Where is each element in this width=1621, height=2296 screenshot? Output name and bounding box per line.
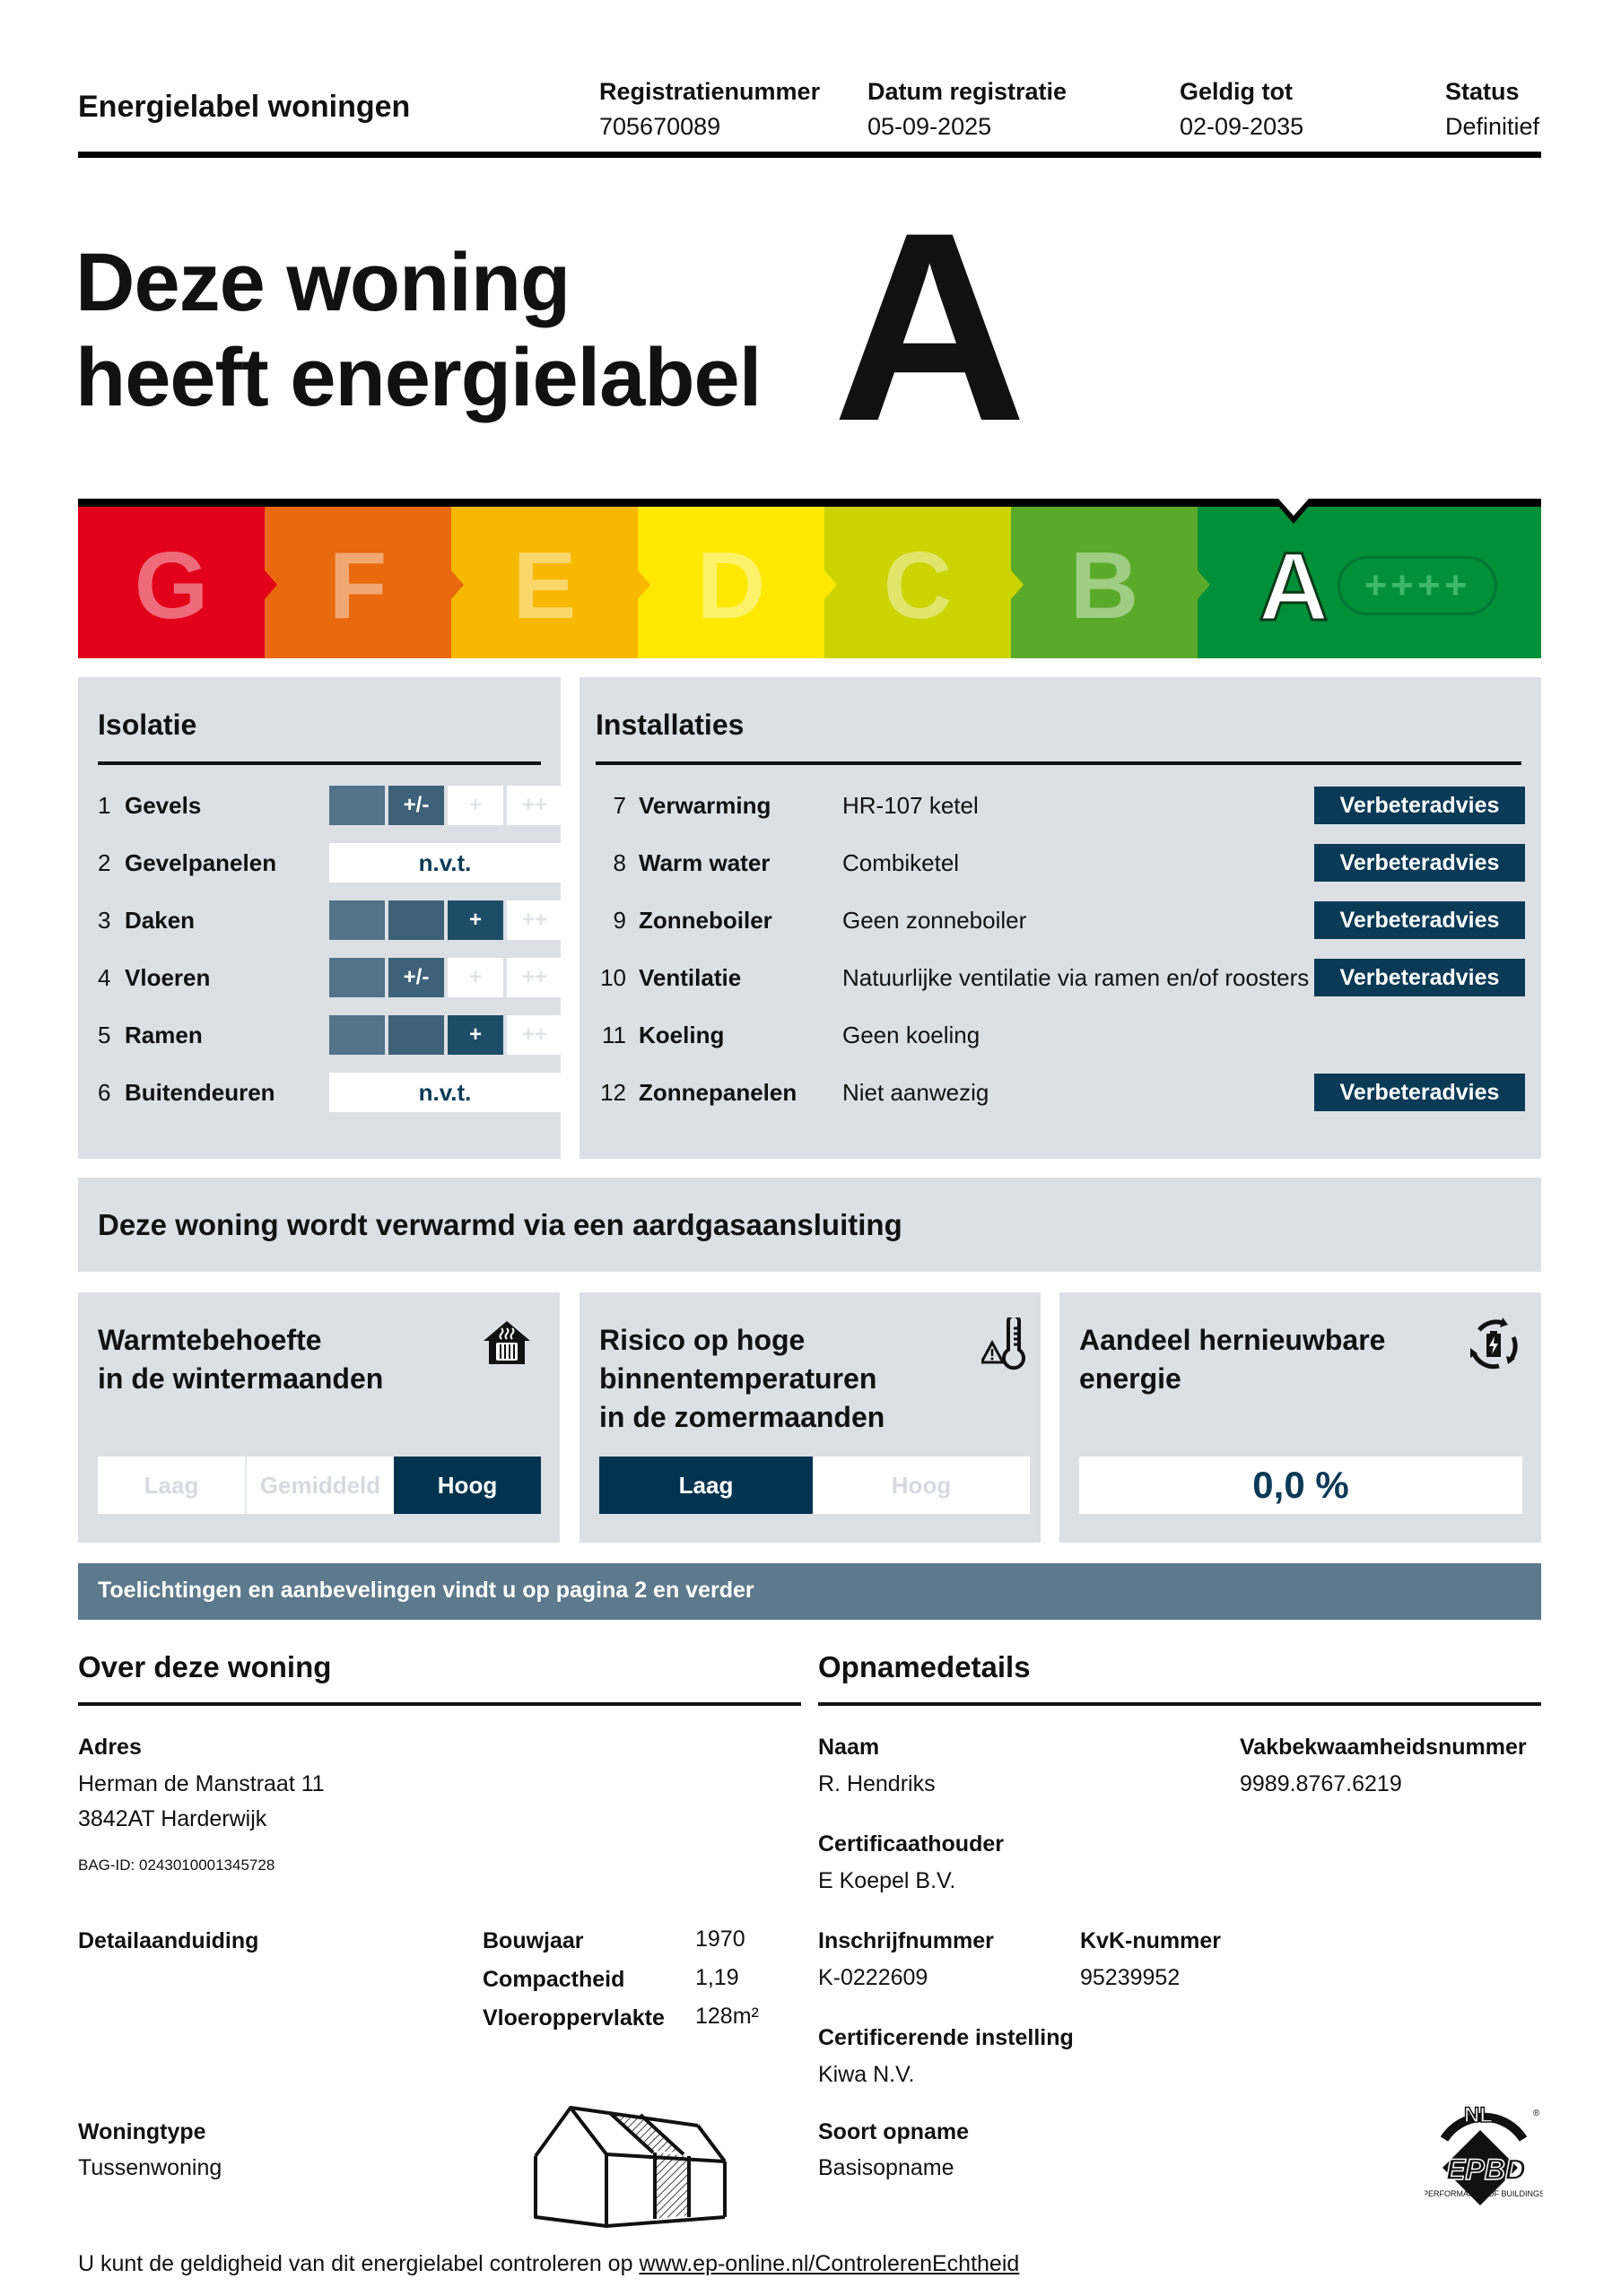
row-number: 3 [98,906,111,934]
rating-cell-3-selected: + [448,1015,503,1055]
risico-binnentemperatuur-panel [580,1292,1041,1543]
compactheid-label: Compactheid [483,1967,625,1992]
row-description: Niet aanwezig [842,1078,989,1106]
scale-option-laag-selected: Laag [599,1457,813,1514]
isolatie-row-buitendeuren [98,1073,561,1112]
valid-until-field [1180,75,1303,145]
row-description: Natuurlijke ventilatie via ramen en/of roosters [842,963,1310,991]
verbeteradvies-button-verwarming[interactable]: Verbeteradvies [1314,787,1525,824]
adres-label: Adres [78,1735,142,1760]
panel-title [599,1321,885,1437]
status-field [1445,75,1539,145]
scale-top-line [78,499,1541,507]
woningtype-label: Woningtype [78,2119,206,2144]
rating-cells [329,900,562,940]
rating-cell-2-selected: +/- [388,786,444,825]
isolatie-row-ramen [98,1015,561,1055]
vloeroppervlakte-label: Vloeroppervlakte [483,2005,665,2031]
rating-cell-4: ++ [507,1015,562,1055]
not-applicable-value: n.v.t. [329,843,561,883]
row-number: 7 [613,791,626,819]
rating-cell-3: + [448,958,503,997]
heating-source-banner [78,1178,1541,1272]
isolatie-panel [78,677,561,1159]
title-line: in de zomermaanden [599,1401,885,1433]
isolatie-row-daken [98,900,561,940]
naam-value: R. Hendriks [818,1771,936,1796]
compactheid-value: 1,19 [695,1965,739,1990]
field-label: Registratienummer [599,78,821,105]
rating-cells [329,786,562,825]
segment-letter: A [1259,531,1329,640]
installaties-panel [580,677,1541,1159]
row-number: 9 [613,906,626,934]
rating-cells [329,958,562,997]
hernieuwbare-energie-panel [1059,1292,1541,1543]
isolatie-row-gevels [98,786,561,825]
segment-letter: F [328,532,388,639]
soort-opname-value: Basisopname [818,2155,954,2180]
panel-divider [596,761,1521,765]
bag-id: BAG-ID: 0243010001345728 [78,1857,275,1874]
toelichting-banner [78,1563,1541,1620]
row-number: 1 [98,791,111,819]
row-description: Geen koeling [842,1021,980,1048]
section-title-woning: Over deze woning [78,1650,332,1683]
adres-line-2: 3842AT Harderwijk [78,1806,267,1831]
heating-source-text: Deze woning wordt verwarmd via een aardgasaansluiting [98,1208,902,1241]
row-name: Koeling [639,1021,725,1048]
row-number: 4 [98,963,111,991]
certificerende-instelling-value: Kiwa N.V. [818,2062,915,2087]
title-line: Risico op hoge [599,1324,806,1356]
certificaathouder-label: Certificaathouder [818,1831,1004,1857]
segment-letter: B [1069,532,1139,639]
row-name: Gevels [125,791,202,819]
logo-ring-text: PERFORMANCE OF BUILDINGS [1425,2189,1543,2198]
title-line: Aandeel hernieuwbare [1079,1324,1386,1356]
panel-title [1079,1321,1385,1398]
installatie-row-koeling [596,1015,1541,1055]
row-name: Ventilatie [639,963,742,991]
section-divider [78,1702,801,1706]
plus-rating-pill: ++++ [1338,556,1497,615]
row-number: 12 [600,1078,626,1106]
naam-label: Naam [818,1735,880,1760]
isolatie-row-vloeren [98,958,561,997]
row-number: 2 [98,848,111,876]
status-badge: Definitief [1445,113,1540,140]
hero-line-2: heeft energielabel [75,332,762,423]
row-name: Gevelpanelen [125,848,277,876]
scale-option-laag: Laag [98,1457,245,1514]
thermometer-warning-icon [981,1318,1026,1373]
rating-cell-2 [388,1015,444,1055]
rating-cell-3-selected: + [448,900,503,940]
bouwjaar-value: 1970 [695,1926,745,1952]
terraced-house-icon [531,2102,728,2230]
title-line: binnentemperaturen [599,1362,877,1395]
validity-footer [78,2251,1019,2277]
row-number: 11 [602,1021,626,1048]
row-name: Zonnepanelen [639,1078,797,1106]
rating-cell-3: + [448,786,503,825]
document-title: Energielabel woningen [78,90,411,124]
hero-line-1: Deze woning [75,237,571,328]
vakbekwaamheidsnummer-label: Vakbekwaamheidsnummer [1240,1735,1527,1760]
rating-cell-1 [329,1015,385,1055]
energy-scale-bar [78,500,1541,658]
not-applicable-value: n.v.t. [329,1073,561,1112]
verbeteradvies-button-zonneboiler[interactable]: Verbeteradvies [1314,901,1525,939]
rating-cell-1 [329,786,385,825]
scale-segment-b [1011,500,1198,658]
rating-cell-4: ++ [507,786,562,825]
row-name: Zonneboiler [639,906,772,934]
certificaathouder-value: E Koepel B.V. [818,1868,956,1893]
scale-segment-a-active [1198,500,1541,658]
rating-cell-2 [388,900,444,940]
row-name: Buitendeuren [125,1078,275,1106]
field-label: Status [1445,78,1520,105]
inschrijfnummer-label: Inschrijfnummer [818,1928,994,1953]
kvk-nummer-label: KvK-nummer [1080,1928,1221,1953]
rating-cell-4: ++ [507,958,562,997]
soort-opname-label: Soort opname [818,2119,970,2144]
inschrijfnummer-value: K-0222609 [818,1965,928,1990]
segment-arrow-icon [1198,570,1210,599]
panel-title: Isolatie [98,709,197,741]
certificerende-instelling-label: Certificerende instelling [818,2025,1074,2050]
logo-epbd-text: EPBD [1446,2153,1526,2186]
field-value: 705670089 [599,113,721,140]
woningtype-value: Tussenwoning [78,2155,222,2180]
scale-option-hoog-selected: Hoog [394,1457,541,1514]
svg-text:®: ® [1533,2109,1540,2118]
scale-segment-c [824,500,1011,658]
heated-house-icon [482,1318,532,1368]
rating-cell-1 [329,900,385,940]
segment-letter: E [512,532,577,639]
panel-divider [98,761,541,765]
scale-segment-f [265,500,451,658]
segment-letter: C [883,532,953,639]
vloeroppervlakte-value: 128m² [695,2004,759,2029]
rating-cell-2-selected: +/- [388,958,444,997]
scale-option-gemiddeld: Gemiddeld [245,1457,394,1514]
row-name: Verwarming [639,791,771,819]
renewable-battery-icon [1463,1314,1524,1375]
row-name: Daken [125,906,196,934]
ep-online-link[interactable]: www.ep-online.nl/ControlerenEchtheid [639,2251,1020,2276]
risico-scale [599,1457,1030,1514]
title-line: energie [1079,1362,1181,1395]
field-value: 05-09-2025 [867,113,992,140]
toelichting-text: Toelichtingen en aanbevelingen vindt u op pagina 2 en verder [98,1578,754,1603]
row-number: 6 [98,1078,111,1106]
hernieuwbare-energie-value: 0,0 % [1079,1457,1522,1514]
scale-segment-d [638,500,824,658]
rating-cell-1 [329,958,385,997]
title-line: Warmtebehoefte [98,1324,322,1356]
field-label: Datum registratie [867,78,1068,105]
registration-date-field [867,75,1067,145]
row-description: HR-107 ketel [842,791,979,819]
row-name: Warm water [639,848,771,876]
warmtebehoefte-panel [78,1292,560,1543]
kvk-nummer-value: 95239952 [1080,1965,1181,1990]
warmtebehoefte-scale [98,1457,541,1514]
isolatie-row-gevelpanelen [98,843,561,883]
scale-segment-e [451,500,638,658]
epbd-logo [1425,2103,1543,2223]
rating-cells [329,1015,562,1055]
section-divider [818,1702,1541,1706]
vakbekwaamheidsnummer-value: 9989.8767.6219 [1240,1771,1402,1796]
detailaanduiding-label: Detailaanduiding [78,1928,259,1953]
adres-line-1: Herman de Manstraat 11 [78,1771,325,1796]
footer-text: U kunt de geldigheid van dit energielabel controleren op [78,2251,640,2276]
rating-cell-4: ++ [507,900,562,940]
row-number: 10 [600,963,626,991]
panel-title [98,1321,383,1398]
active-label-pointer-inner [1278,499,1309,516]
title-line: in de wintermaanden [98,1362,384,1395]
segment-arrow-icon [451,570,464,599]
bouwjaar-label: Bouwjaar [483,1928,584,1953]
segment-arrow-icon [1011,570,1024,599]
header-divider [78,152,1541,158]
hero-title [75,235,761,425]
segment-arrow-icon [638,570,650,599]
verbeteradvies-button-warm-water[interactable]: Verbeteradvies [1314,844,1525,882]
energy-label-letter: A [832,176,1027,477]
field-value: 02-09-2035 [1180,113,1304,140]
row-number: 5 [98,1021,111,1048]
row-description: Combiketel [842,848,960,876]
row-number: 8 [613,848,626,876]
verbeteradvies-button-zonnepanelen[interactable]: Verbeteradvies [1314,1074,1525,1111]
logo-nl-text: NL [1464,2103,1493,2127]
segment-letter: D [696,532,766,639]
registration-number-field [599,75,820,145]
field-label: Geldig tot [1180,78,1293,105]
scale-segment-g [78,500,265,658]
segment-arrow-icon [265,570,277,599]
row-name: Vloeren [125,963,211,991]
segment-letter: G [134,532,209,639]
section-title-opname: Opnamedetails [818,1650,1031,1683]
scale-option-hoog: Hoog [813,1457,1030,1514]
row-description: Geen zonneboiler [842,906,1027,934]
segment-arrow-icon [824,570,837,599]
row-name: Ramen [125,1021,203,1048]
verbeteradvies-button-ventilatie[interactable]: Verbeteradvies [1314,959,1525,996]
panel-title: Installaties [596,709,745,741]
